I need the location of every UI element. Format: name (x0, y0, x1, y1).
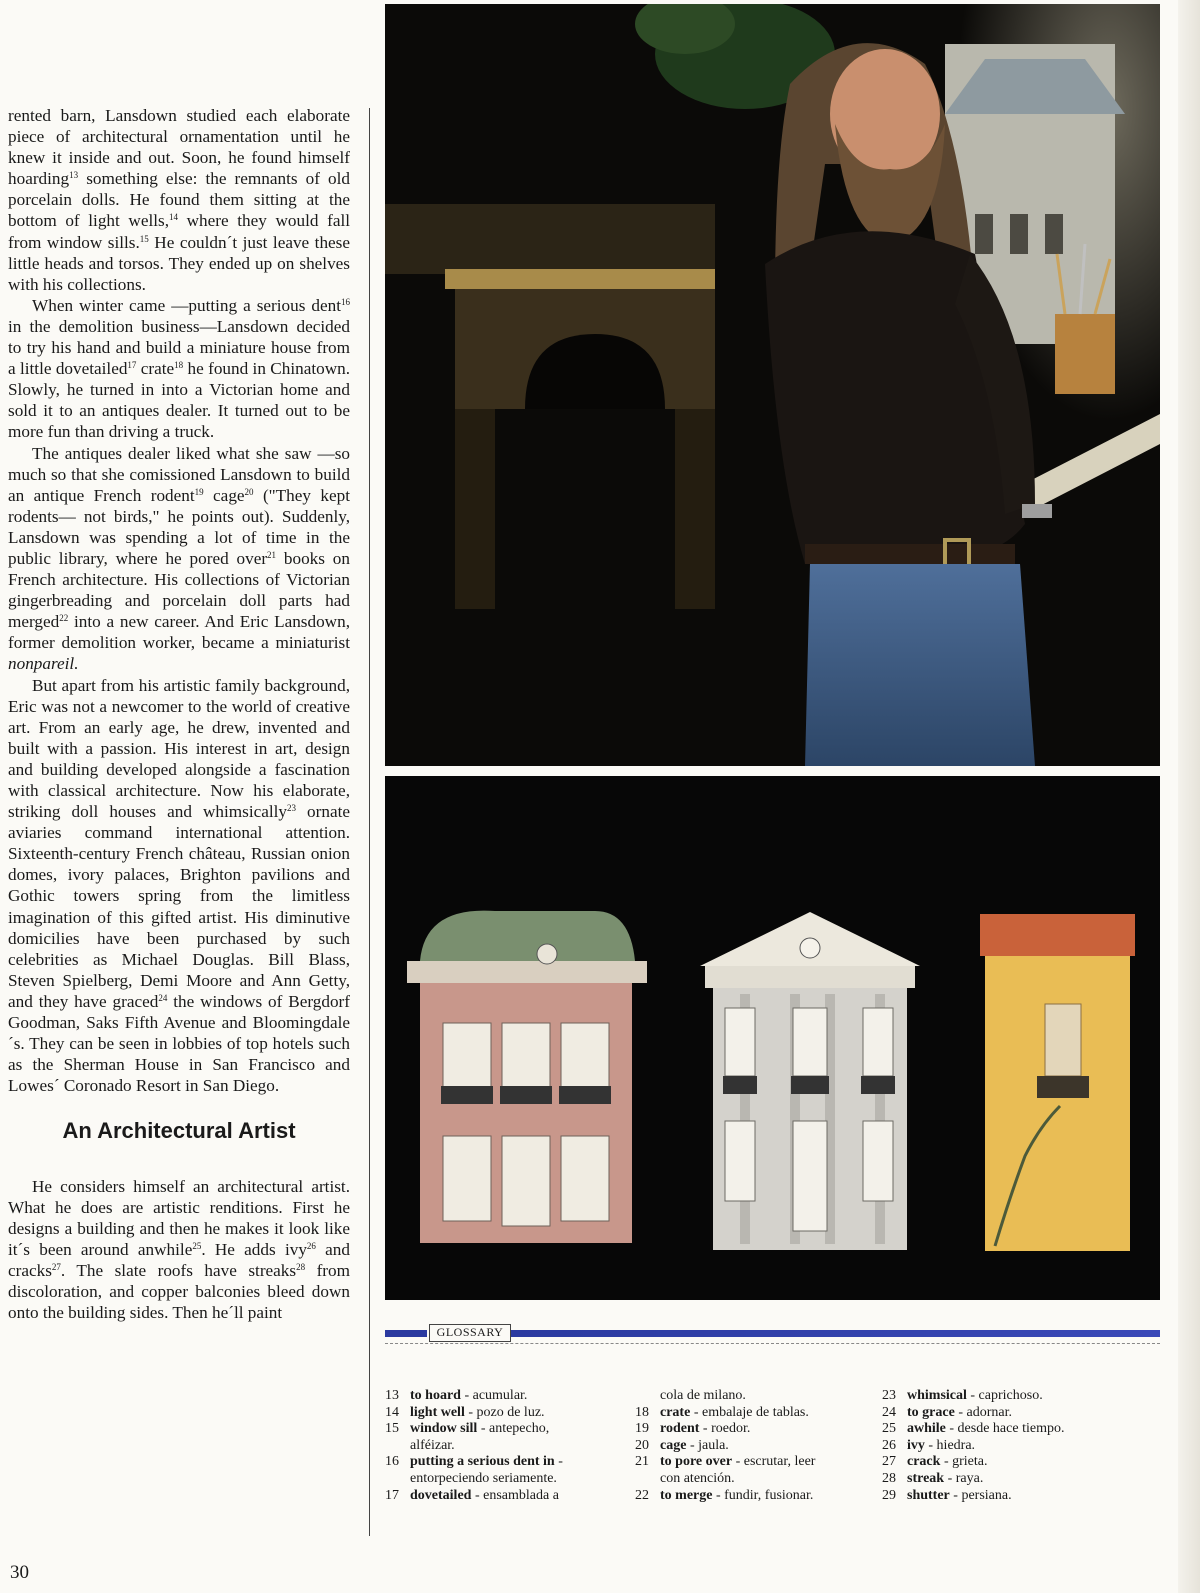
glossary-column-2 (635, 1388, 865, 1504)
glossary-label: GLOSSARY (429, 1324, 511, 1342)
glossary-item-continued: entorpeciendo seriamente. (410, 1470, 557, 1486)
page-number: 30 (10, 1562, 29, 1583)
glossary-item-continued: alféizar. (410, 1437, 455, 1453)
glossary-item: 22 to merge - fundir, fusionar. (635, 1487, 814, 1503)
glossary-divider (385, 1343, 1160, 1345)
glossary-item-continued: cola de milano. (660, 1388, 746, 1403)
section-heading: An Architectural Artist (62, 1118, 296, 1144)
page-edge (1178, 0, 1200, 1593)
miniature-houses-photo (385, 776, 1160, 1300)
paragraph-3: The antiques dealer liked what she saw —so much so that she comissioned Lansdown to build an antique French rodent$^{19}$ cage$^{20}$ ("They kept rodents— not birds," he points out). Suddenly, Lansdown was spending a lot of time in the public library, where he pored over$^{21}$ books on French architecture. His collections of Victorian gingerbreading and porcelain doll parts had merged$^{22}$ into a new career. And Eric Lansdown, former demolition worker, became a miniaturist nonpareil. (8, 443, 350, 674)
glossary-item: 21 to pore over - escrutar, leer (635, 1454, 816, 1470)
glossary-item: 19 rodent - roedor. (635, 1421, 751, 1437)
glossary-item: 16 putting a serious dent in - (385, 1454, 563, 1470)
house-mansard (407, 911, 647, 1243)
glossary-column-3 (882, 1388, 1112, 1504)
artist-portrait-illustration (385, 4, 1160, 766)
glossary-item: 29 shutter - persiana. (882, 1487, 1012, 1503)
column-rule (369, 108, 370, 1536)
glossary-item: 14 light well - pozo de luz. (385, 1404, 545, 1420)
glossary-item: 28 streak - raya. (882, 1470, 984, 1486)
house-pediment (700, 912, 920, 1250)
glossary-item: 18 crate - embalaje de tablas. (635, 1404, 809, 1420)
article-column (8, 105, 350, 1323)
paragraph-5: He considers himself an architectural artist. What he does are artistic renditions. First he designs a building and then he makes it look like it´s been around anwhile$^{25}$. He adds ivy$^{26}$ and cracks$^{27}$. The slate roofs have streaks$^{28}$ from discoloration, and copper balconies bleed down onto the building sides. Then he´ll paint (8, 1176, 350, 1323)
glossary-bar-left (385, 1330, 427, 1337)
miniature-houses-illustration (385, 776, 1160, 1300)
glossary-item: 17 dovetailed - ensamblada a (385, 1487, 559, 1503)
glossary-item: 15 window sill - antepecho, (385, 1421, 550, 1437)
glossary-bar-right (511, 1330, 1160, 1337)
glossary-item: 27 crack - grieta. (882, 1454, 988, 1470)
glossary-item: 13 to hoard - acumular. (385, 1388, 528, 1403)
paragraph-1: rented barn, Lansdown studied each elaborate piece of architectural ornamentation until he knew it inside and out. Soon, he found himself hoarding$^{13}$ something else: the remnants of old porcelain dolls. He found them sitting at the bottom of light wells,$^{14}$ where they would fall from window sills.$^{15}$ He couldn´t just leave these little heads and torsos. They ended up on shelves with his collections. (8, 106, 351, 294)
glossary-column-1 (385, 1388, 605, 1504)
artist-portrait-photo (385, 4, 1160, 766)
glossary-item: 24 to grace - adornar. (882, 1404, 1012, 1420)
glossary-item-continued: con atención. (660, 1470, 735, 1486)
glossary-item: 26 ivy - hiedra. (882, 1437, 976, 1453)
glossary-item: 25 awhile - desde hace tiempo. (882, 1421, 1065, 1437)
paragraph-4: But apart from his artistic family background, Eric was not a newcomer to the world of creative art. From an early age, he drew, invented and built with a passion. His interest in art, design and building developed alongside a fascination with classical architecture. Now his elaborate, striking doll houses and whimsically$^{23}$ ornate aviaries command international attention. Sixteenth-century French château, Russian onion domes, ivory palaces, Brighton pavilions and Gothic towers spring from the limitless imagination of this gifted artist. His diminutive domicilies have been purchased by such celebrities as Michael Douglas. Bill Blass, Steven Spielberg, Demi Moore and Ann Getty, and they have graced$^{24}$ the windows of Bergdorf Goodman, Saks Fifth Avenue and Bloomingdale´s. They can be seen in lobbies of top hotels such as the Sherman House in San Francisco and Lowes´ Coronado Resort in San Diego. (8, 675, 351, 1096)
glossary-bar (385, 1327, 1160, 1339)
paragraph-2: When winter came —putting a serious dent$^{16}$ in the demolition business—Lansdown decided to try his hand and build a miniature house from a little dovetailed$^{17}$ crate$^{18}$ he found in Chinatown. Slowly, he turned in into a Victorian home and sold it to an antiques dealer. It turned out to be more fun than driving a truck. (8, 295, 350, 442)
glossary-item: 20 cage - jaula. (635, 1437, 729, 1453)
glossary-item: 23 whimsical - caprichoso. (882, 1388, 1043, 1403)
house-yellow (980, 914, 1135, 1251)
